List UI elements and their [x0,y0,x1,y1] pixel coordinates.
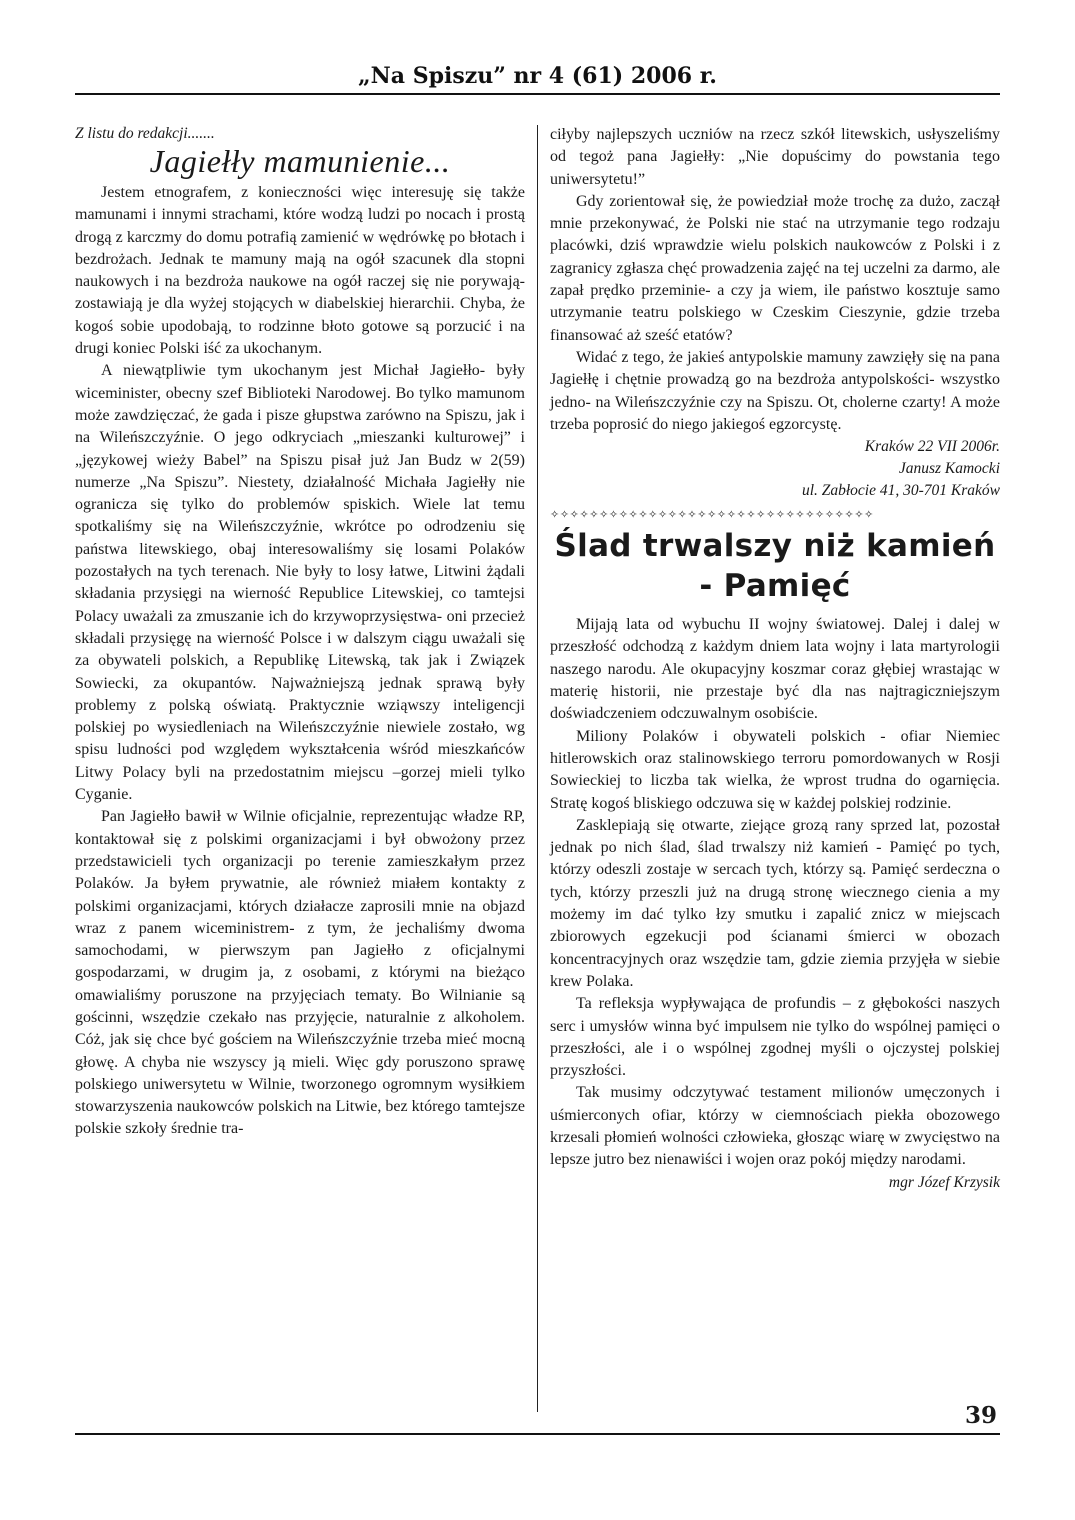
article-paragraph: Ta refleksja wypływająca de profundis – z głębokości naszych serc i umysłów winna być impulsem nie tylko do wspólnej pamięci o przeszłości, ale i o wspólnej zgodnej myśli o ojczystej polskiej przyszłości. [550,995,1000,1080]
signoff-address: ul. Zabłocie 41, 30-701 Kraków [801,482,1000,500]
page-number: 39 [964,1402,997,1429]
signoff-name: Janusz Kamocki [898,460,1000,478]
article-paragraph: Pan Jagiełło bawił w Wilnie oficjalnie, reprezentując władze RP, kontaktował się z polskimi organizacjami i był obwożony przez przedstawicieli tych organizacji po terenie zamieszkałym przez Polaków. Ja byłem prywatnie, ale również miałem kontakty z polskimi organizacjami, których działacze zaprosili mnie na objazd wraz z panem wiceministrem- z tym, że jechaliśmy dwoma samochodami, w pierwszym pan Jagiełło z oficjalnymi gospodarzami, w drugim ja, z osobami, z którymi na bieżąco omawialiśmy poruszone na przyjęciach tematy. Bo Wilnianie są gościnni, wszędzie czekało nas przyjęcie, naturalnie z alkoholem. Cóż, jak się chce być gościem na Wileńszczyźnie trzeba mieć mocną głowę. A chyba nie wszyscy ją mieli. Więc gdy poruszono sprawę polskiego uniwersytetu w Wilnie, tworzonego ogromnym wysiłkiem stowarzyszenia naukowców polskich na Litwie, bez którego tamtejsze polskie szkoły średnie tra- [75,808,525,1138]
article-title: Jagiełły mamunienie... [149,143,451,179]
footer-rule [75,1433,1000,1435]
article-paragraph: Jestem etnografem, z konieczności więc interesuję się także mamunami i innymi strachami, które wodzą ludzi po nocach i prostą drogą z karczmy do domu potrafią zamienić w wędrówkę po błotach i bezdrożach. Jednak te mamuny mają na ogół szacunek dla stopni naukowych i na bezdroża naukowe na ogół raczej się nie porywają- zostawiają je dla wyżej stojących w diabelskiej hierarchii. Chyba, że kogoś sobie upodobają, to rodzinne błoto gotowe są porzucić i na drugi koniec Polski iść za ukochanym. [75,184,525,358]
column-divider [537,125,538,1412]
article-paragraph: Miliony Polaków i obywateli polskich - ofiar Niemiec hitlerowskich oraz stalinowskiego terroru pomordowanych w Rosji Sowieckiej to liczba tak wielka, że wprost trudna do ogarnięcia. Stratę kogoś bliskiego odczuwa się w każdej polskiej rodzinie. [550,727,1000,812]
signoff-place-date: Kraków 22 VII 2006r. [864,438,1000,456]
ornament-separator: ✧✧✧✧✧✧✧✧✧✧✧✧✧✧✧✧✧✧✧✧✧✧✧✧✧✧✧✧✧✧✧✧✧ [550,508,874,522]
right-column [550,124,1000,1194]
article-paragraph: Tak musimy odczytywać testament milionów umęczonych i uśmierconych ofiar, którzy w ciemnościach piekła obozowego krzesali płomień wolności człowieka, głosząc wiarę w zwycięstwo na lepsze jutro bez nienawiści i wojen oraz pokój między narodami. [550,1084,1000,1169]
article-title-2 [550,526,1000,606]
article-kicker: Z listu do redakcji....... [75,125,215,142]
running-header: „Na Spiszu” nr 4 (61) 2006 r. [358,63,717,89]
article-paragraph: Gdy zorientował się, że powiedział może trochę za dużo, zaczął mnie przekonywać, że Polski nie stać na utrzymanie tego rodzaju placówki, dziś wprawdzie wielu polskich naukowców z Polski i z zagranicy zgłasza chęć prowadzenia zajęć na tej uczelni za darmo, ale zapał prędko przeminie- a czy ja wiem, ile państwo kosztuje samo utrzymanie teatru polskiego w Czeskim Cieszynie, gdzie trzeba finansować aż sześć etatów? [550,192,1000,344]
article-paragraph: Mijają lata od wybuchu II wojny światowej. Dalej i dalej w przeszłość odchodzą z każdym dniem lata wojny i lata martyrologii naszego narodu. Ale okupacyjny koszmar coraz głębiej wrastając w materię historii, nie przestaje być dla nas najtragiczniejszym doświadczeniem odczuwalnym osobiście. [550,616,1000,723]
article-title-2-line2: - Pamięć [699,568,851,605]
article-paragraph: A niewątpliwie tym ukochanym jest Michał Jagiełło- były wiceminister, obecny szef Biblioteki Narodowej. Bo tylko mamunom może zawdzięczać, że gada i pisze głupstwa zarówno na Spiszu, jak i na Wileńszczyźnie. O jego odkryciach „mieszanki kulturowej” i „językowej wieży Babel” na Spiszu pisał już Jan Budz w 2(59) numerze „Na Spiszu”. Niestety, działalność Michała Jagiełły nie ogranicza się tylko do problemów spiskich. Wiele lat temu spotkaliśmy się na Wileńszczyźnie, wkrótce po odrodzeniu się państwa litewskiego, obaj interesowaliśmy się losami Polaków pozostałych na tych terenach. Nie były to losy łatwe, Litwini żądali składania przysięgi na wierność Republice Litewskiej, co tamtejsi Polacy uważali za zmuszanie ich do krzywoprzysięstwa- oni przecież składali przysięgę na wierność Polsce i w dalszym ciągu uważali się za obywateli polskich, a Republikę Litewską, tak jak i Związek Sowiecki, za okupantów. Najważniejszą jednak sprawą były problemy z polską oświatą. Praktycznie wziąwszy inteligencji polskiej po wysiedleniach na Wileńszczyźnie niewiele zostało, wg spisu ludności pod względem wykształcenia wśród mieszkańców Litwy Polacy byli na przedostatnim miejscu –gorzej mieli tylko Cyganie. [75,362,525,804]
article-paragraph-continued: ciłyby najlepszych uczniów na rzecz szkół litewskich, usłyszeliśmy od tegoż pana Jagiełły: „Nie dopuścimy do powstania tego uniwersytetu!” [550,126,1000,188]
article-paragraph: Zasklepiają się otwarte, ziejące grozą rany sprzed lat, pozostał jednak po nich ślad, ślad trwalszy niż kamień - Pamięć po tych, którzy odeszli zostaje w sercach tych, którzy są. Pamięć serdeczna o tych, którzy przeszli już na drugą stronę wiecznego cienia a my możemy im dać tylko łzy smutku i zapalić znicz w miejscach zbiorowych egzekucji pod ścianami śmierci w obozach koncentracyjnych oraz wszędzie tam, gdzie ziemia przyjęła w siebie krew Polaka. [550,816,1000,990]
article-title-2-line1: Ślad trwalszy niż kamień [554,528,996,565]
article-paragraph: Widać z tego, że jakieś antypolskie mamuny zawzięły się na pana Jagiełłę i chętnie prowadzą go na bezdroża antypolskości- wszystko jedno- na Wileńszczyźnie czy na Spiszu. Ot, cholerne czarty! A może trzeba poprosić do niego jakiegoś egzorcystę. [550,348,1000,433]
header-rule [75,93,1000,95]
left-column [75,124,525,1141]
article-author: mgr Józef Krzysik [888,1173,1000,1191]
